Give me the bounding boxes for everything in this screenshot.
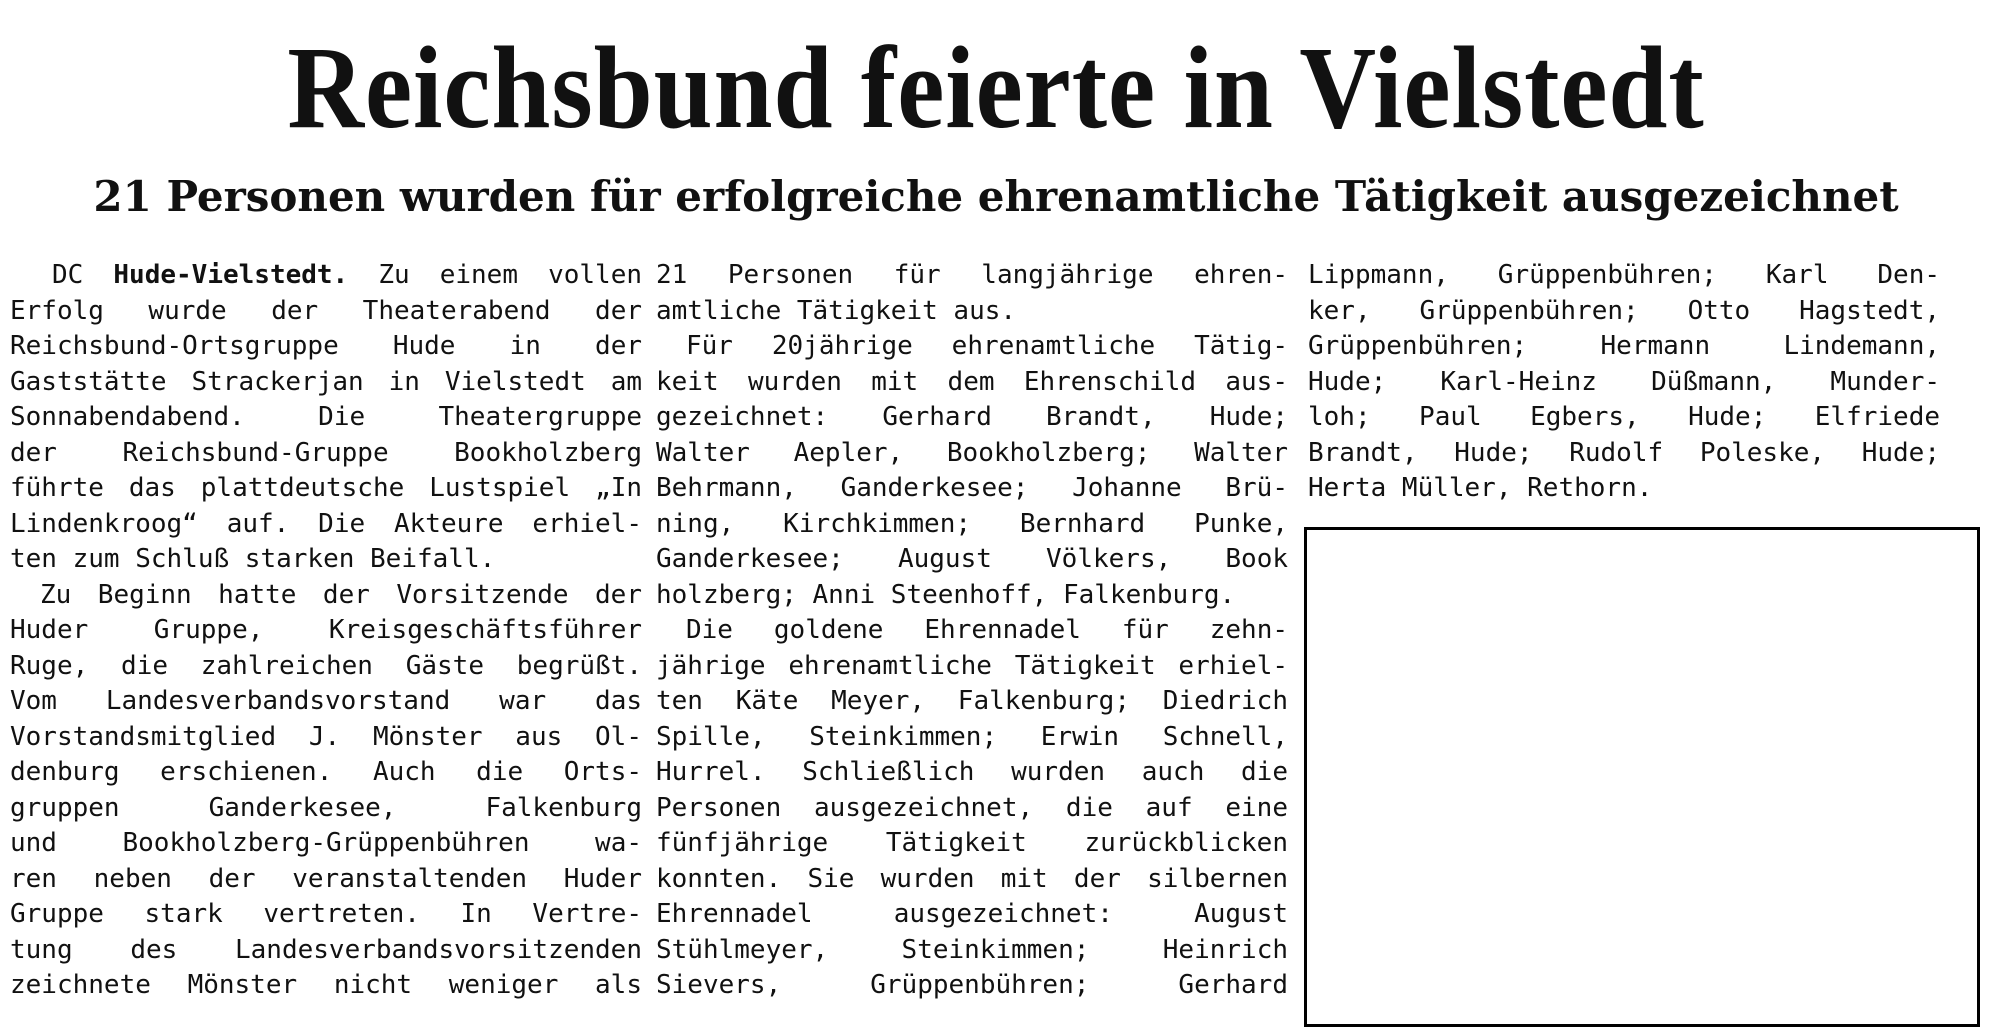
column-1-line-2: Erfolg wurde der Theaterabend der <box>10 295 642 326</box>
column-1-line-3: Reichsbund-Ortsgruppe Hude in der <box>10 331 642 361</box>
article-headline: Reichsbund feierte in Vielstedt <box>287 22 1705 153</box>
column-1-line-1-text: Zu einem vollen <box>348 260 642 290</box>
column-1-line-15: denburg erschienen. Auch die Orts- <box>10 757 642 787</box>
empty-framed-box <box>1304 527 1980 1027</box>
column-2-line-16: Personen ausgezeichnet, die auf eine <box>656 792 1288 823</box>
column-1-line-1 <box>10 258 642 294</box>
column-1-line-8: Lindenkroog“ auf. Die Akteure erhiel- <box>10 508 642 539</box>
column-3-line-2: ker, Grüppenbühren; Otto Hagstedt, <box>1308 295 1940 326</box>
column-2-line-4: keit wurden mit dem Ehrenschild aus- <box>656 366 1288 397</box>
column-1-line-11: Huder Gruppe, Kreisgeschäftsführer <box>10 615 642 645</box>
column-2-line-11: Die goldene Ehrennadel für zehn- <box>686 615 1288 645</box>
column-3-line-4: Hude; Karl-Heinz Düßmann, Munder- <box>1308 366 1940 397</box>
column-1-line-20: tung des Landesverbandsvorsitzenden <box>10 934 642 965</box>
column-2-line-2: amtliche Tätigkeit aus. <box>656 295 1017 326</box>
column-2-line-21: Sievers, Grüppenbühren; Gerhard <box>656 970 1288 1000</box>
column-1-line-12: Ruge, die zahlreichen Gäste begrüßt. <box>10 650 642 681</box>
column-2-line-10: holzberg; Anni Steenhoff, Falkenburg. <box>656 579 1236 610</box>
article-column-2 <box>656 258 1288 1004</box>
column-2-line-3: Für 20jährige ehrenamtliche Tätig- <box>686 331 1288 361</box>
column-1-line-19: Gruppe stark vertreten. In Vertre- <box>10 899 642 929</box>
column-1-line-10: Zu Beginn hatte der Vorsitzende der <box>40 579 642 610</box>
column-1-line-18: ren neben der veranstaltenden Huder <box>10 863 642 894</box>
column-1-line-16: gruppen Ganderkesee, Falkenburg <box>10 792 642 823</box>
column-1-line-9: ten zum Schluß starken Beifall. <box>10 544 496 574</box>
column-2-line-12: jährige ehrenamtliche Tätigkeit erhiel- <box>656 650 1288 681</box>
article-subheadline: 21 Personen wurden für erfolgreiche ehrenamtliche Tätigkeit ausgezeichnet <box>93 172 1899 221</box>
column-2-line-14: Spille, Steinkimmen; Erwin Schnell, <box>656 721 1288 752</box>
column-3-line-6: Brandt, Hude; Rudolf Poleske, Hude; <box>1308 437 1940 468</box>
column-2-line-18: konnten. Sie wurden mit der silbernen <box>656 863 1288 894</box>
column-2-line-5: gezeichnet: Gerhard Brandt, Hude; <box>656 402 1288 432</box>
column-2-line-1: 21 Personen für langjährige ehren- <box>656 260 1288 290</box>
column-3-line-1: Lippmann, Grüppenbühren; Karl Den- <box>1308 260 1940 290</box>
column-2-line-8: ning, Kirchkimmen; Bernhard Punke, <box>656 508 1288 539</box>
column-2-line-9: Ganderkesee; August Völkers, Book <box>656 544 1288 574</box>
column-1-line-17: und Bookholzberg-Grüppenbühren wa- <box>10 828 642 858</box>
column-2-line-6: Walter Aepler, Bookholzberg; Walter <box>656 437 1288 468</box>
column-1-line-5: Sonnabendabend. Die Theatergruppe <box>10 402 642 432</box>
column-3-line-3: Grüppenbühren; Hermann Lindemann, <box>1308 331 1940 361</box>
column-1-line-7: führte das plattdeutsche Lustspiel „In <box>10 473 642 503</box>
column-2-line-19: Ehrennadel ausgezeichnet: August <box>656 899 1288 929</box>
dateline-place: Hude-Vielstedt. <box>113 260 349 290</box>
column-2-line-15: Hurrel. Schließlich wurden auch die <box>656 757 1288 787</box>
column-1-line-4: Gaststätte Strackerjan in Vielstedt am <box>10 366 642 397</box>
column-1-line-13: Vom Landesverbandsvorstand war das <box>10 686 642 716</box>
column-3-line-7: Herta Müller, Rethorn. <box>1308 473 1653 503</box>
column-2-line-17: fünfjährige Tätigkeit zurückblicken <box>656 828 1288 858</box>
column-2-line-7: Behrmann, Ganderkesee; Johanne Brü- <box>656 473 1288 503</box>
article-column-1 <box>10 258 642 1004</box>
article-column-3 <box>1308 258 1940 507</box>
column-2-line-20: Stühlmeyer, Steinkimmen; Heinrich <box>656 934 1288 965</box>
column-1-line-14: Vorstandsmitglied J. Mönster aus Ol- <box>10 721 642 752</box>
column-1-line-21: zeichnete Mönster nicht weniger als <box>10 970 642 1000</box>
column-3-line-5: loh; Paul Egbers, Hude; Elfriede <box>1308 402 1940 432</box>
column-2-line-13: ten Käte Meyer, Falkenburg; Diedrich <box>656 686 1288 716</box>
dateline-prefix: DC <box>52 260 114 290</box>
column-1-line-6: der Reichsbund-Gruppe Bookholzberg <box>10 437 642 468</box>
